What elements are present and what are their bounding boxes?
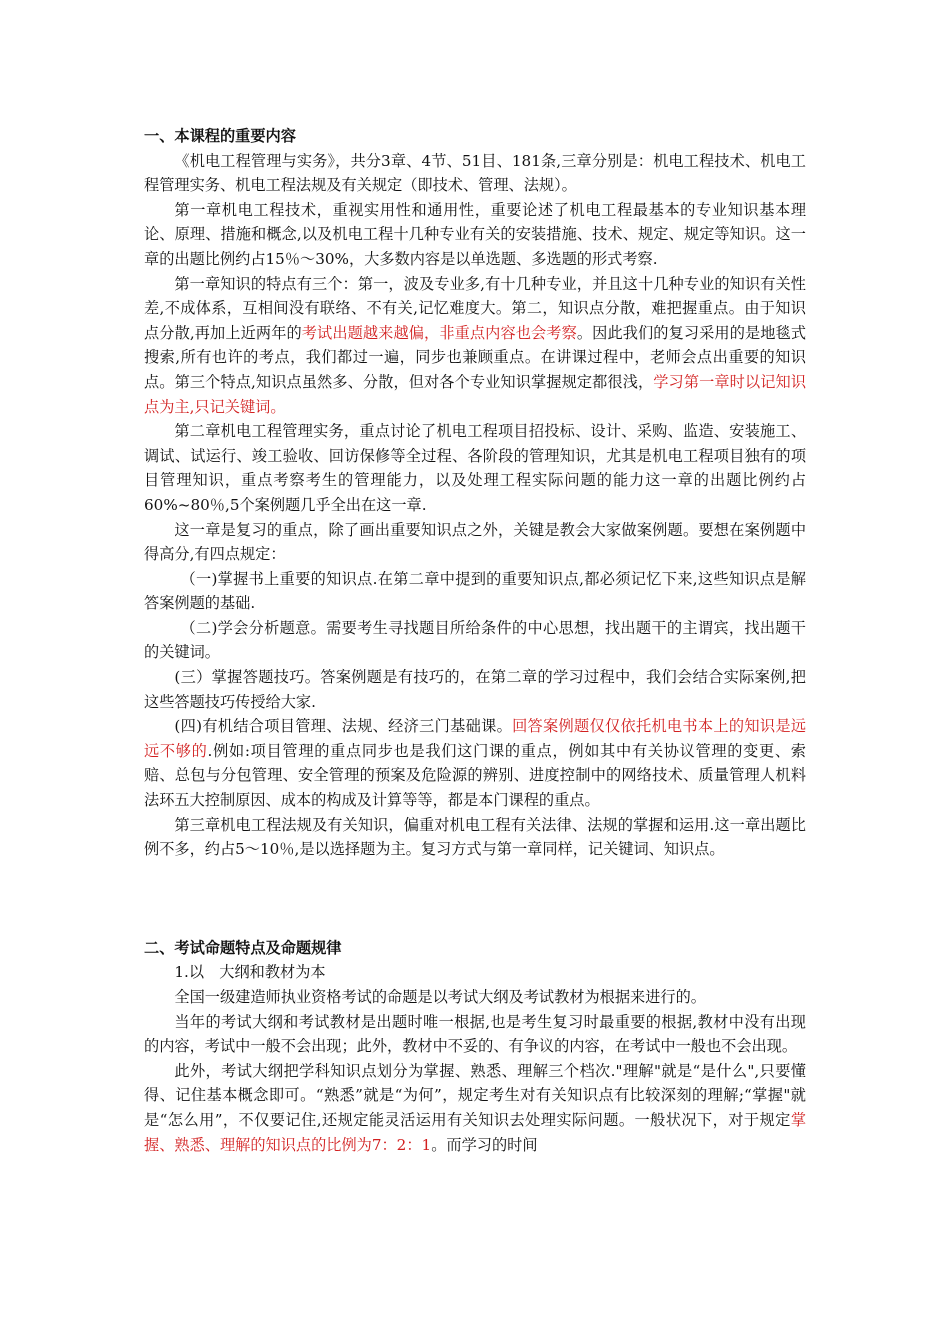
section1-paragraph-5: 这一章是复习的重点，除了画出重要知识点之外，关键是教会大家做案例题。要想在案例题中得高分,有四点规定： [144,520,806,564]
section2-paragraph-2: 当年的考试大纲和考试教材是出题时唯一根据,也是考生复习时最重要的根据,教材中没有出现的内容，考试中一般不会出现；此外，教材中不妥的、有争议的内容，在考试中一般也不会出现。 [144,1012,806,1056]
list-item-3: (三）掌握答题技巧。答案例题是有技巧的，在第二章的学习过程中，我们会结合实际案例,把这些答题技巧传授给大家. [144,668,806,711]
text-run: 。因此我们的复习采用的是地毯式搜索,所有也许的考点，我们都过一遍，同步也兼顾重点。在讲课过程中，老师会点出重要的知识点。第三个特点,知识点虽然多、分散，但对各个专业知识掌握规定都很浅， [144,323,807,391]
text-run: .例如:项目管理的重点同步也是我们这门课的重点，例如其中有关协议管理的变更、索赔、总包与分包管理、安全管理的预案及危险源的辨别、进度控制中的网络技术、质量管理人机料法环五大控制原因、成本的构成及计算等等，都是本门课程的重点。 [144,741,806,810]
text-run: 。而学习的时间 [431,1135,538,1154]
highlighted-text: 学习第一章时以记知识点为主,只记关键词。 [144,372,807,416]
document-page [144,124,806,1157]
section1-paragraph-6: 第三章机电工程法规及有关知识，偏重对机电工程有关法律、法规的掌握和运用.这一章出题比例不多，约占5～10％,是以选择题为主。复习方式与第一章同样，记关键词、知识点。 [144,815,806,859]
text-run: 第一章知识的特点有三个：第一，波及专业多,有十几种专业，并且这十几种专业的知识有关性差,不成体系，互相间没有联络、不有关,记忆难度大。第二，知识点分散，难把握重点。由于知识点分散,再加上近两年的 [144,274,806,342]
section1-paragraph-2: 第一章机电工程技术，重视实用性和通用性，重要论述了机电工程最基本的专业知识基本理论、原理、措施和概念,以及机电工程十几种专业有关的安装措施、技术、规定、规定等知识。这一章的出题比例约占15％～30%，大多数内容是以单选题、多选题的形式考察. [144,200,806,268]
text-run: 此外，考试大纲把学科知识点划分为掌握、熟悉、理解三个档次."理解"就是“是什么",只要懂得、记住基本概念即可。“熟悉”就是“为何”，规定考生对有关知识点有比较深刻的理解;“掌握"就是“怎么用”，不仅要记住,还规定能灵活运用有关知识去处理实际问题。一般状况下，对于规定 [144,1061,806,1129]
section2-paragraph-1: 全国一级建造师执业资格考试的命题是以考试大纲及考试教材为根据来进行的。 [174,988,706,1006]
section1-paragraph-1: 《机电工程管理与实务》，共分3章、4节、51目、181条,三章分别是：机电工程技术、机电工程管理实务、机电工程法规及有关规定（即技术、管理、法规）。 [144,151,806,195]
section1-paragraph-4: 第二章机电工程管理实务，重点讨论了机电工程项目招投标、设计、采购、监造、安装施工、调试、试运行、竣工验收、回访保修等全过程、各阶段的管理知识，尤其是机电工程项目独有的项目管理知识，重点考察考生的管理能力，以及处理工程实际问题的能力这一章的出题比例约占60%~80％,5个案例题几乎全出在这一章. [144,422,806,514]
text-run: (四)有机结合项目管理、法规、经济三门基础课。 [174,717,513,736]
list-item-1: （一)掌握书上重要的知识点.在第二章中提到的重要知识点,都必须记忆下来,这些知识点是解答案例题的基础. [144,569,806,613]
spacer [144,862,806,936]
highlighted-text: 回答案例题仅仅依托机电书本上的知识是远远不够的 [144,717,807,760]
section2-subheading: 1.以 大纲和教材为本 [174,963,326,982]
highlighted-text: 掌握、熟悉、理解的知识点的比例为7：2：1 [144,1110,806,1154]
section2-paragraph-3 [144,1059,806,1157]
highlighted-text: 考试出题越来越偏，非重点内容也会考察 [301,323,577,342]
section1-paragraph-3 [144,272,806,420]
section1-heading: 一、本课程的重要内容 [144,127,296,145]
section2-heading: 二、考试命题特点及命题规律 [144,938,342,957]
list-item-4 [144,714,806,812]
list-item-2: （二)学会分析题意。需要考生寻找题目所给条件的中心思想，找出题干的主谓宾，找出题干的关键词。 [144,618,806,662]
